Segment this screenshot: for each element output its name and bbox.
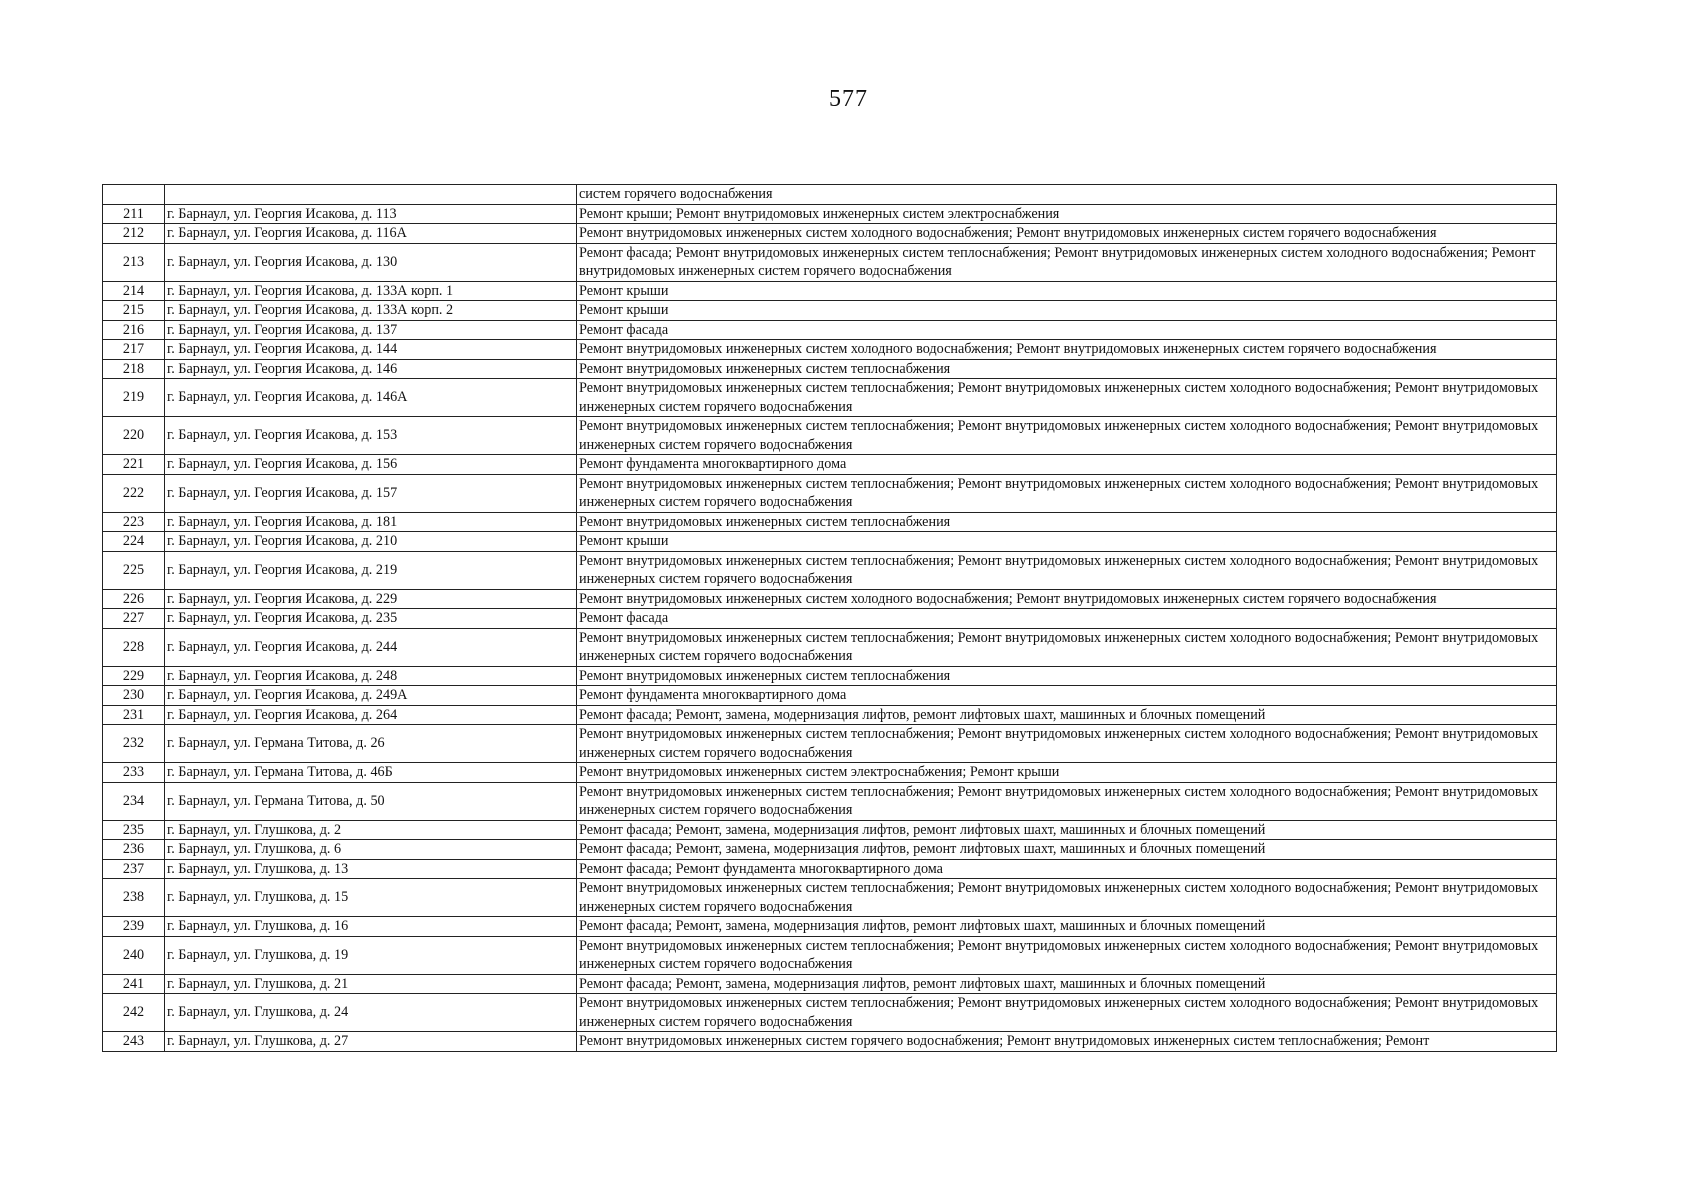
table-row [103, 204, 1557, 224]
row-work: Ремонт внутридомовых инженерных систем электроснабжения; Ремонт крыши [577, 763, 1557, 783]
table-row [103, 455, 1557, 475]
table-row [103, 301, 1557, 321]
table-body [103, 185, 1557, 1052]
row-number: 225 [103, 551, 165, 589]
row-number: 237 [103, 859, 165, 879]
row-work: Ремонт внутридомовых инженерных систем теплоснабжения [577, 512, 1557, 532]
row-work: Ремонт крыши [577, 281, 1557, 301]
row-number: 238 [103, 879, 165, 917]
row-address: г. Барнаул, ул. Глушкова, д. 15 [165, 879, 577, 917]
row-number: 215 [103, 301, 165, 321]
table-row [103, 879, 1557, 917]
row-number: 224 [103, 532, 165, 552]
row-work: Ремонт фасада; Ремонт внутридомовых инженерных систем теплоснабжения; Ремонт внутридомовых инженерных систем холодного водоснабжения; Ремонт внутридомовых инженерных систем горячего водоснабжения [577, 243, 1557, 281]
row-number: 216 [103, 320, 165, 340]
row-address: г. Барнаул, ул. Германа Титова, д. 26 [165, 725, 577, 763]
row-work: Ремонт внутридомовых инженерных систем теплоснабжения; Ремонт внутридомовых инженерных систем холодного водоснабжения; Ремонт внутридомовых инженерных систем горячего водоснабжения [577, 417, 1557, 455]
row-number: 222 [103, 474, 165, 512]
row-address [165, 185, 577, 205]
table-row [103, 359, 1557, 379]
table-row [103, 551, 1557, 589]
row-address: г. Барнаул, ул. Георгия Исакова, д. 248 [165, 666, 577, 686]
row-work: Ремонт внутридомовых инженерных систем теплоснабжения; Ремонт внутридомовых инженерных систем холодного водоснабжения; Ремонт внутридомовых инженерных систем горячего водоснабжения [577, 994, 1557, 1032]
row-address: г. Барнаул, ул. Георгия Исакова, д. 157 [165, 474, 577, 512]
table-row [103, 666, 1557, 686]
row-address: г. Барнаул, ул. Георгия Исакова, д. 244 [165, 628, 577, 666]
row-number: 218 [103, 359, 165, 379]
row-number: 227 [103, 609, 165, 629]
row-number: 242 [103, 994, 165, 1032]
row-address: г. Барнаул, ул. Глушкова, д. 16 [165, 917, 577, 937]
row-address: г. Барнаул, ул. Георгия Исакова, д. 181 [165, 512, 577, 532]
row-work: систем горячего водоснабжения [577, 185, 1557, 205]
row-work: Ремонт внутридомовых инженерных систем теплоснабжения; Ремонт внутридомовых инженерных систем холодного водоснабжения; Ремонт внутридомовых инженерных систем горячего водоснабжения [577, 551, 1557, 589]
row-address: г. Барнаул, ул. Георгия Исакова, д. 130 [165, 243, 577, 281]
table-row [103, 917, 1557, 937]
table-row [103, 1032, 1557, 1052]
table-row [103, 782, 1557, 820]
row-address: г. Барнаул, ул. Георгия Исакова, д. 133А корп. 2 [165, 301, 577, 321]
row-address: г. Барнаул, ул. Георгия Исакова, д. 146А [165, 379, 577, 417]
row-number [103, 185, 165, 205]
row-address: г. Барнаул, ул. Георгия Исакова, д. 249А [165, 686, 577, 706]
row-work: Ремонт фасада [577, 320, 1557, 340]
row-work: Ремонт внутридомовых инженерных систем теплоснабжения; Ремонт внутридомовых инженерных систем холодного водоснабжения; Ремонт внутридомовых инженерных систем горячего водоснабжения [577, 782, 1557, 820]
row-address: г. Барнаул, ул. Георгия Исакова, д. 219 [165, 551, 577, 589]
row-work: Ремонт крыши; Ремонт внутридомовых инженерных систем электроснабжения [577, 204, 1557, 224]
row-number: 241 [103, 974, 165, 994]
row-address: г. Барнаул, ул. Глушкова, д. 2 [165, 820, 577, 840]
row-work: Ремонт внутридомовых инженерных систем холодного водоснабжения; Ремонт внутридомовых инженерных систем горячего водоснабжения [577, 340, 1557, 360]
table-row [103, 320, 1557, 340]
row-work: Ремонт внутридомовых инженерных систем теплоснабжения [577, 359, 1557, 379]
row-number: 226 [103, 589, 165, 609]
row-work: Ремонт фасада; Ремонт фундамента многоквартирного дома [577, 859, 1557, 879]
row-number: 236 [103, 840, 165, 860]
row-address: г. Барнаул, ул. Георгия Исакова, д. 146 [165, 359, 577, 379]
repair-table [102, 184, 1557, 1052]
table-row [103, 224, 1557, 244]
table-row [103, 340, 1557, 360]
row-work: Ремонт внутридомовых инженерных систем теплоснабжения; Ремонт внутридомовых инженерных систем холодного водоснабжения; Ремонт внутридомовых инженерных систем горячего водоснабжения [577, 725, 1557, 763]
row-number: 223 [103, 512, 165, 532]
row-address: г. Барнаул, ул. Георгия Исакова, д. 235 [165, 609, 577, 629]
row-work: Ремонт фасада; Ремонт, замена, модернизация лифтов, ремонт лифтовых шахт, машинных и блочных помещений [577, 705, 1557, 725]
row-work: Ремонт внутридомовых инженерных систем теплоснабжения; Ремонт внутридомовых инженерных систем холодного водоснабжения; Ремонт внутридомовых инженерных систем горячего водоснабжения [577, 474, 1557, 512]
row-address: г. Барнаул, ул. Глушкова, д. 21 [165, 974, 577, 994]
table-row [103, 512, 1557, 532]
table-row [103, 725, 1557, 763]
row-work: Ремонт внутридомовых инженерных систем теплоснабжения; Ремонт внутридомовых инженерных систем холодного водоснабжения; Ремонт внутридомовых инженерных систем горячего водоснабжения [577, 628, 1557, 666]
row-address: г. Барнаул, ул. Георгия Исакова, д. 137 [165, 320, 577, 340]
table-row [103, 705, 1557, 725]
table-row [103, 763, 1557, 783]
table-row [103, 820, 1557, 840]
row-number: 213 [103, 243, 165, 281]
row-work: Ремонт фасада; Ремонт, замена, модернизация лифтов, ремонт лифтовых шахт, машинных и блочных помещений [577, 974, 1557, 994]
row-address: г. Барнаул, ул. Георгия Исакова, д. 229 [165, 589, 577, 609]
table-row [103, 281, 1557, 301]
row-address: г. Барнаул, ул. Глушкова, д. 19 [165, 936, 577, 974]
table-row [103, 994, 1557, 1032]
row-work: Ремонт фасада [577, 609, 1557, 629]
row-number: 235 [103, 820, 165, 840]
row-address: г. Барнаул, ул. Георгия Исакова, д. 116А [165, 224, 577, 244]
row-work: Ремонт фасада; Ремонт, замена, модернизация лифтов, ремонт лифтовых шахт, машинных и блочных помещений [577, 840, 1557, 860]
row-number: 214 [103, 281, 165, 301]
row-number: 239 [103, 917, 165, 937]
page-number: 577 [829, 86, 868, 112]
continuation-row [103, 185, 1557, 205]
row-number: 211 [103, 204, 165, 224]
row-work: Ремонт фундамента многоквартирного дома [577, 455, 1557, 475]
row-number: 229 [103, 666, 165, 686]
row-address: г. Барнаул, ул. Георгия Исакова, д. 264 [165, 705, 577, 725]
row-number: 234 [103, 782, 165, 820]
table-row [103, 474, 1557, 512]
row-number: 212 [103, 224, 165, 244]
row-work: Ремонт фасада; Ремонт, замена, модернизация лифтов, ремонт лифтовых шахт, машинных и блочных помещений [577, 820, 1557, 840]
row-work: Ремонт крыши [577, 532, 1557, 552]
row-address: г. Барнаул, ул. Глушкова, д. 6 [165, 840, 577, 860]
row-number: 243 [103, 1032, 165, 1052]
table-row [103, 936, 1557, 974]
row-address: г. Барнаул, ул. Германа Титова, д. 50 [165, 782, 577, 820]
row-number: 233 [103, 763, 165, 783]
row-address: г. Барнаул, ул. Глушкова, д. 24 [165, 994, 577, 1032]
row-number: 240 [103, 936, 165, 974]
row-address: г. Барнаул, ул. Георгия Исакова, д. 210 [165, 532, 577, 552]
row-work: Ремонт внутридомовых инженерных систем теплоснабжения [577, 666, 1557, 686]
table-row [103, 686, 1557, 706]
row-number: 221 [103, 455, 165, 475]
row-number: 230 [103, 686, 165, 706]
row-address: г. Барнаул, ул. Георгия Исакова, д. 144 [165, 340, 577, 360]
row-work: Ремонт внутридомовых инженерных систем холодного водоснабжения; Ремонт внутридомовых инженерных систем горячего водоснабжения [577, 589, 1557, 609]
row-number: 217 [103, 340, 165, 360]
table-row [103, 379, 1557, 417]
row-work: Ремонт внутридомовых инженерных систем горячего водоснабжения; Ремонт внутридомовых инженерных систем теплоснабжения; Ремонт [577, 1032, 1557, 1052]
row-address: г. Барнаул, ул. Георгия Исакова, д. 113 [165, 204, 577, 224]
table-row [103, 840, 1557, 860]
table-row [103, 417, 1557, 455]
row-address: г. Барнаул, ул. Глушкова, д. 13 [165, 859, 577, 879]
row-work: Ремонт внутридомовых инженерных систем теплоснабжения; Ремонт внутридомовых инженерных систем холодного водоснабжения; Ремонт внутридомовых инженерных систем горячего водоснабжения [577, 879, 1557, 917]
row-work: Ремонт фундамента многоквартирного дома [577, 686, 1557, 706]
row-work: Ремонт внутридомовых инженерных систем теплоснабжения; Ремонт внутридомовых инженерных систем холодного водоснабжения; Ремонт внутридомовых инженерных систем горячего водоснабжения [577, 379, 1557, 417]
table-row [103, 628, 1557, 666]
table-row [103, 243, 1557, 281]
table-row [103, 532, 1557, 552]
row-work: Ремонт фасада; Ремонт, замена, модернизация лифтов, ремонт лифтовых шахт, машинных и блочных помещений [577, 917, 1557, 937]
row-number: 232 [103, 725, 165, 763]
row-work: Ремонт внутридомовых инженерных систем холодного водоснабжения; Ремонт внутридомовых инженерных систем горячего водоснабжения [577, 224, 1557, 244]
row-work: Ремонт крыши [577, 301, 1557, 321]
row-address: г. Барнаул, ул. Глушкова, д. 27 [165, 1032, 577, 1052]
row-number: 231 [103, 705, 165, 725]
table-row [103, 974, 1557, 994]
table-row [103, 859, 1557, 879]
row-address: г. Барнаул, ул. Георгия Исакова, д. 153 [165, 417, 577, 455]
table-row [103, 609, 1557, 629]
row-address: г. Барнаул, ул. Георгия Исакова, д. 133А корп. 1 [165, 281, 577, 301]
row-work: Ремонт внутридомовых инженерных систем теплоснабжения; Ремонт внутридомовых инженерных систем холодного водоснабжения; Ремонт внутридомовых инженерных систем горячего водоснабжения [577, 936, 1557, 974]
row-address: г. Барнаул, ул. Георгия Исакова, д. 156 [165, 455, 577, 475]
table-row [103, 589, 1557, 609]
row-number: 219 [103, 379, 165, 417]
row-number: 220 [103, 417, 165, 455]
row-address: г. Барнаул, ул. Германа Титова, д. 46Б [165, 763, 577, 783]
row-number: 228 [103, 628, 165, 666]
